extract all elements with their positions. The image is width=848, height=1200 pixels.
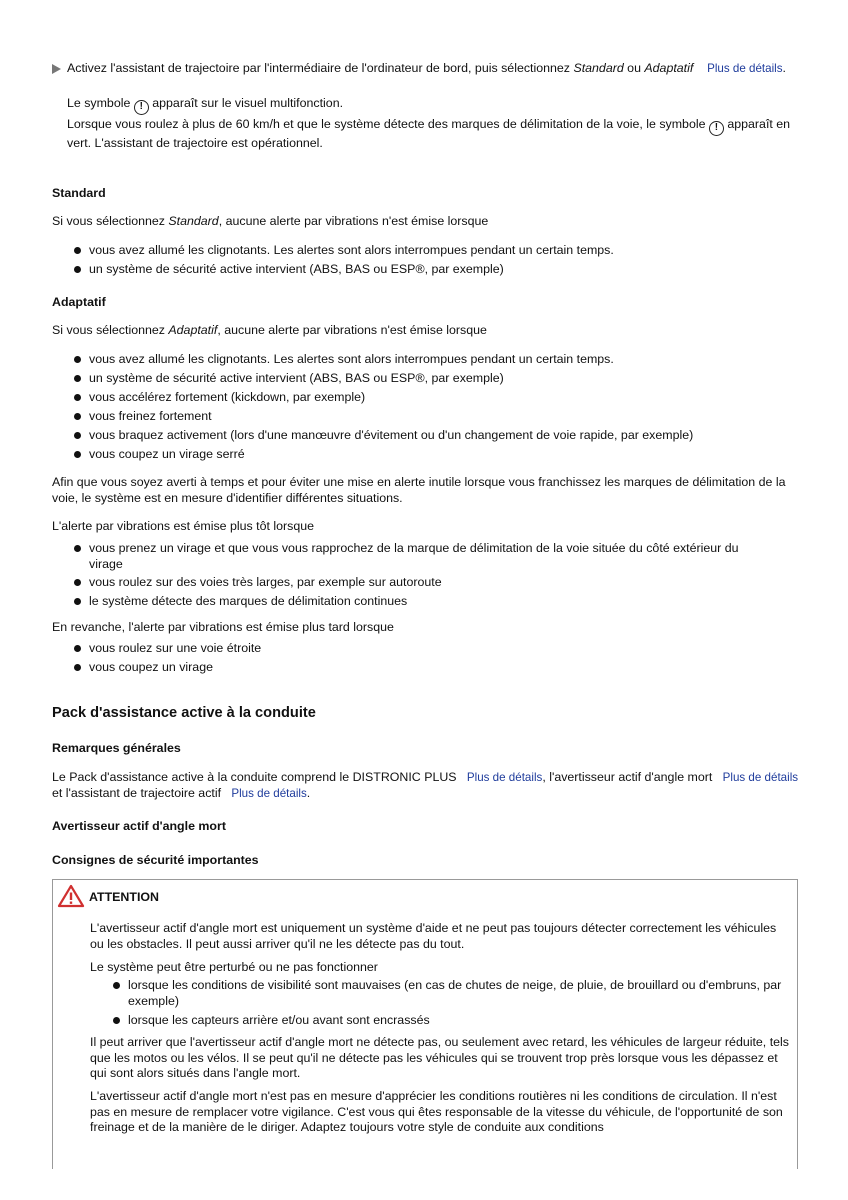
circle-exclamation-icon: ! — [134, 100, 149, 115]
circle-exclamation-icon: ! — [709, 121, 724, 136]
list-item: lorsque les conditions de visibilité sont mauvaises (en cas de chutes de neige, de pluie, de brouillard ou d'embruns, par exemple) — [113, 978, 789, 1009]
general-paragraph: Le Pack d'assistance active à la conduite comprend le DISTRONIC PLUS Plus de détails, l'avertisseur actif d'angle mort Plus de détails et l'assistant de trajectoire actif Plus de détails. — [52, 770, 799, 800]
details-link[interactable]: Plus de détails — [466, 771, 543, 784]
bullet-icon — [113, 982, 120, 989]
warning-paragraph: L'avertisseur actif d'angle mort n'est pas en mesure d'apprécier les conditions routières ni les conditions de circulation. Il n'est pas en mesure de remplacer votre vigilance. C'est vous qui êtes responsable de la vitesse du véhicule, de l'opportunité de son freinage et de la manière de le diriger. Adaptez toujours votre style de conduite aux conditions — [90, 1089, 783, 1134]
operation-note: Lorsque vous roulez à plus de 60 km/h et que le système détecte des marques de délimitation de la voie, le symbole ! apparaît en vert. L'assistant de trajectoire est opérationnel. — [67, 117, 791, 150]
late-intro: En revanche, l'alerte par vibrations est émise plus tard lorsque — [52, 620, 394, 634]
bullet-icon — [74, 356, 81, 363]
details-link[interactable]: Plus de détails — [231, 786, 307, 800]
safety-heading: Consignes de sécurité importantes — [52, 853, 259, 867]
list-item: vous roulez sur des voies très larges, par exemple sur autoroute — [74, 575, 798, 591]
blind-spot-heading: Avertisseur actif d'angle mort — [52, 819, 226, 833]
list-item: vous avez allumé les clignotants. Les alertes sont alors interrompues pendant un certain temps. — [74, 243, 798, 259]
bullet-icon — [74, 375, 81, 382]
bullet-icon — [74, 579, 81, 586]
bullet-icon — [113, 1017, 120, 1024]
list-item: vous roulez sur une voie étroite — [74, 641, 798, 657]
situation-paragraph: Afin que vous soyez averti à temps et pour éviter une mise en alerte inutile lorsque vous franchissez les marques de délimitation de la voie, le système est en mesure d'identifier différentes situations. — [52, 475, 786, 505]
list-item: vous coupez un virage serré — [74, 447, 798, 463]
bullet-icon — [74, 664, 81, 671]
list-item: vous freinez fortement — [74, 409, 798, 425]
standard-heading: Standard — [52, 186, 106, 200]
bullet-icon — [74, 266, 81, 273]
list-item: lorsque les capteurs arrière et/ou avant sont encrassés — [113, 1013, 789, 1029]
instruction-step: Activez l'assistant de trajectoire par l'intermédiaire de l'ordinateur de bord, puis sélectionnez Standard ou Adaptatif Plus de détails. — [52, 61, 798, 77]
details-link[interactable]: Plus de détails — [722, 771, 799, 784]
list-item: un système de sécurité active intervient (ABS, BAS ou ESP®, par exemple) — [74, 371, 798, 387]
warning-triangle-icon — [57, 884, 85, 908]
list-item: vous accélérez fortement (kickdown, par exemple) — [74, 390, 798, 406]
bullet-icon — [74, 451, 81, 458]
warning-label: ATTENTION — [89, 890, 159, 904]
warning-paragraph: Il peut arriver que l'avertisseur actif d'angle mort ne détecte pas, ou seulement avec retard, les véhicules de largeur réduite, tels que les motos ou les vélos. Il se peut qu'il ne détecte pas les véhicules qui se trouvent trop près lorsque vous les dépassez et qui sont alors situés dans l'angle mort. — [90, 1035, 789, 1080]
list-item: un système de sécurité active intervient (ABS, BAS ou ESP®, par exemple) — [74, 262, 798, 278]
warning-paragraph: Le système peut être perturbé ou ne pas fonctionner — [90, 960, 378, 974]
list-item: vous avez allumé les clignotants. Les alertes sont alors interrompues pendant un certain temps. — [74, 352, 798, 368]
warning-paragraph: L'avertisseur actif d'angle mort est uniquement un système d'aide et ne peut pas toujours détecter correctement les véhicules ou les obstacles. Il peut aussi arriver qu'il ne les détecte pas du tout. — [90, 921, 777, 951]
step-arrow-icon — [52, 64, 61, 74]
bullet-icon — [74, 598, 81, 605]
bullet-icon — [74, 394, 81, 401]
list-item: vous prenez un virage et que vous vous rapprochez de la marque de délimitation de la voie située du côté extérieur du virage — [74, 541, 764, 572]
adaptatif-heading: Adaptatif — [52, 295, 106, 309]
details-link[interactable]: Plus de détails — [707, 62, 783, 75]
early-intro: L'alerte par vibrations est émise plus tôt lorsque — [52, 519, 315, 533]
general-heading: Remarques générales — [52, 741, 181, 755]
pack-heading: Pack d'assistance active à la conduite — [52, 705, 316, 721]
list-item: vous braquez activement (lors d'une manœuvre d'évitement ou d'un changement de voie rapide, par exemple) — [74, 428, 798, 444]
list-item: le système détecte des marques de délimitation continues — [74, 594, 798, 610]
bullet-icon — [74, 432, 81, 439]
standard-intro: Si vous sélectionnez Standard, aucune alerte par vibrations n'est émise lorsque — [52, 214, 489, 228]
bullet-icon — [74, 645, 81, 652]
symbol-note: Le symbole ! apparaît sur le visuel multifonction. — [52, 96, 798, 115]
warning-box — [52, 879, 798, 1169]
bullet-icon — [74, 413, 81, 420]
bullet-icon — [74, 247, 81, 254]
adaptatif-intro: Si vous sélectionnez Adaptatif, aucune alerte par vibrations n'est émise lorsque — [52, 323, 487, 337]
list-item: vous coupez un virage — [74, 660, 798, 676]
bullet-icon — [74, 545, 81, 552]
